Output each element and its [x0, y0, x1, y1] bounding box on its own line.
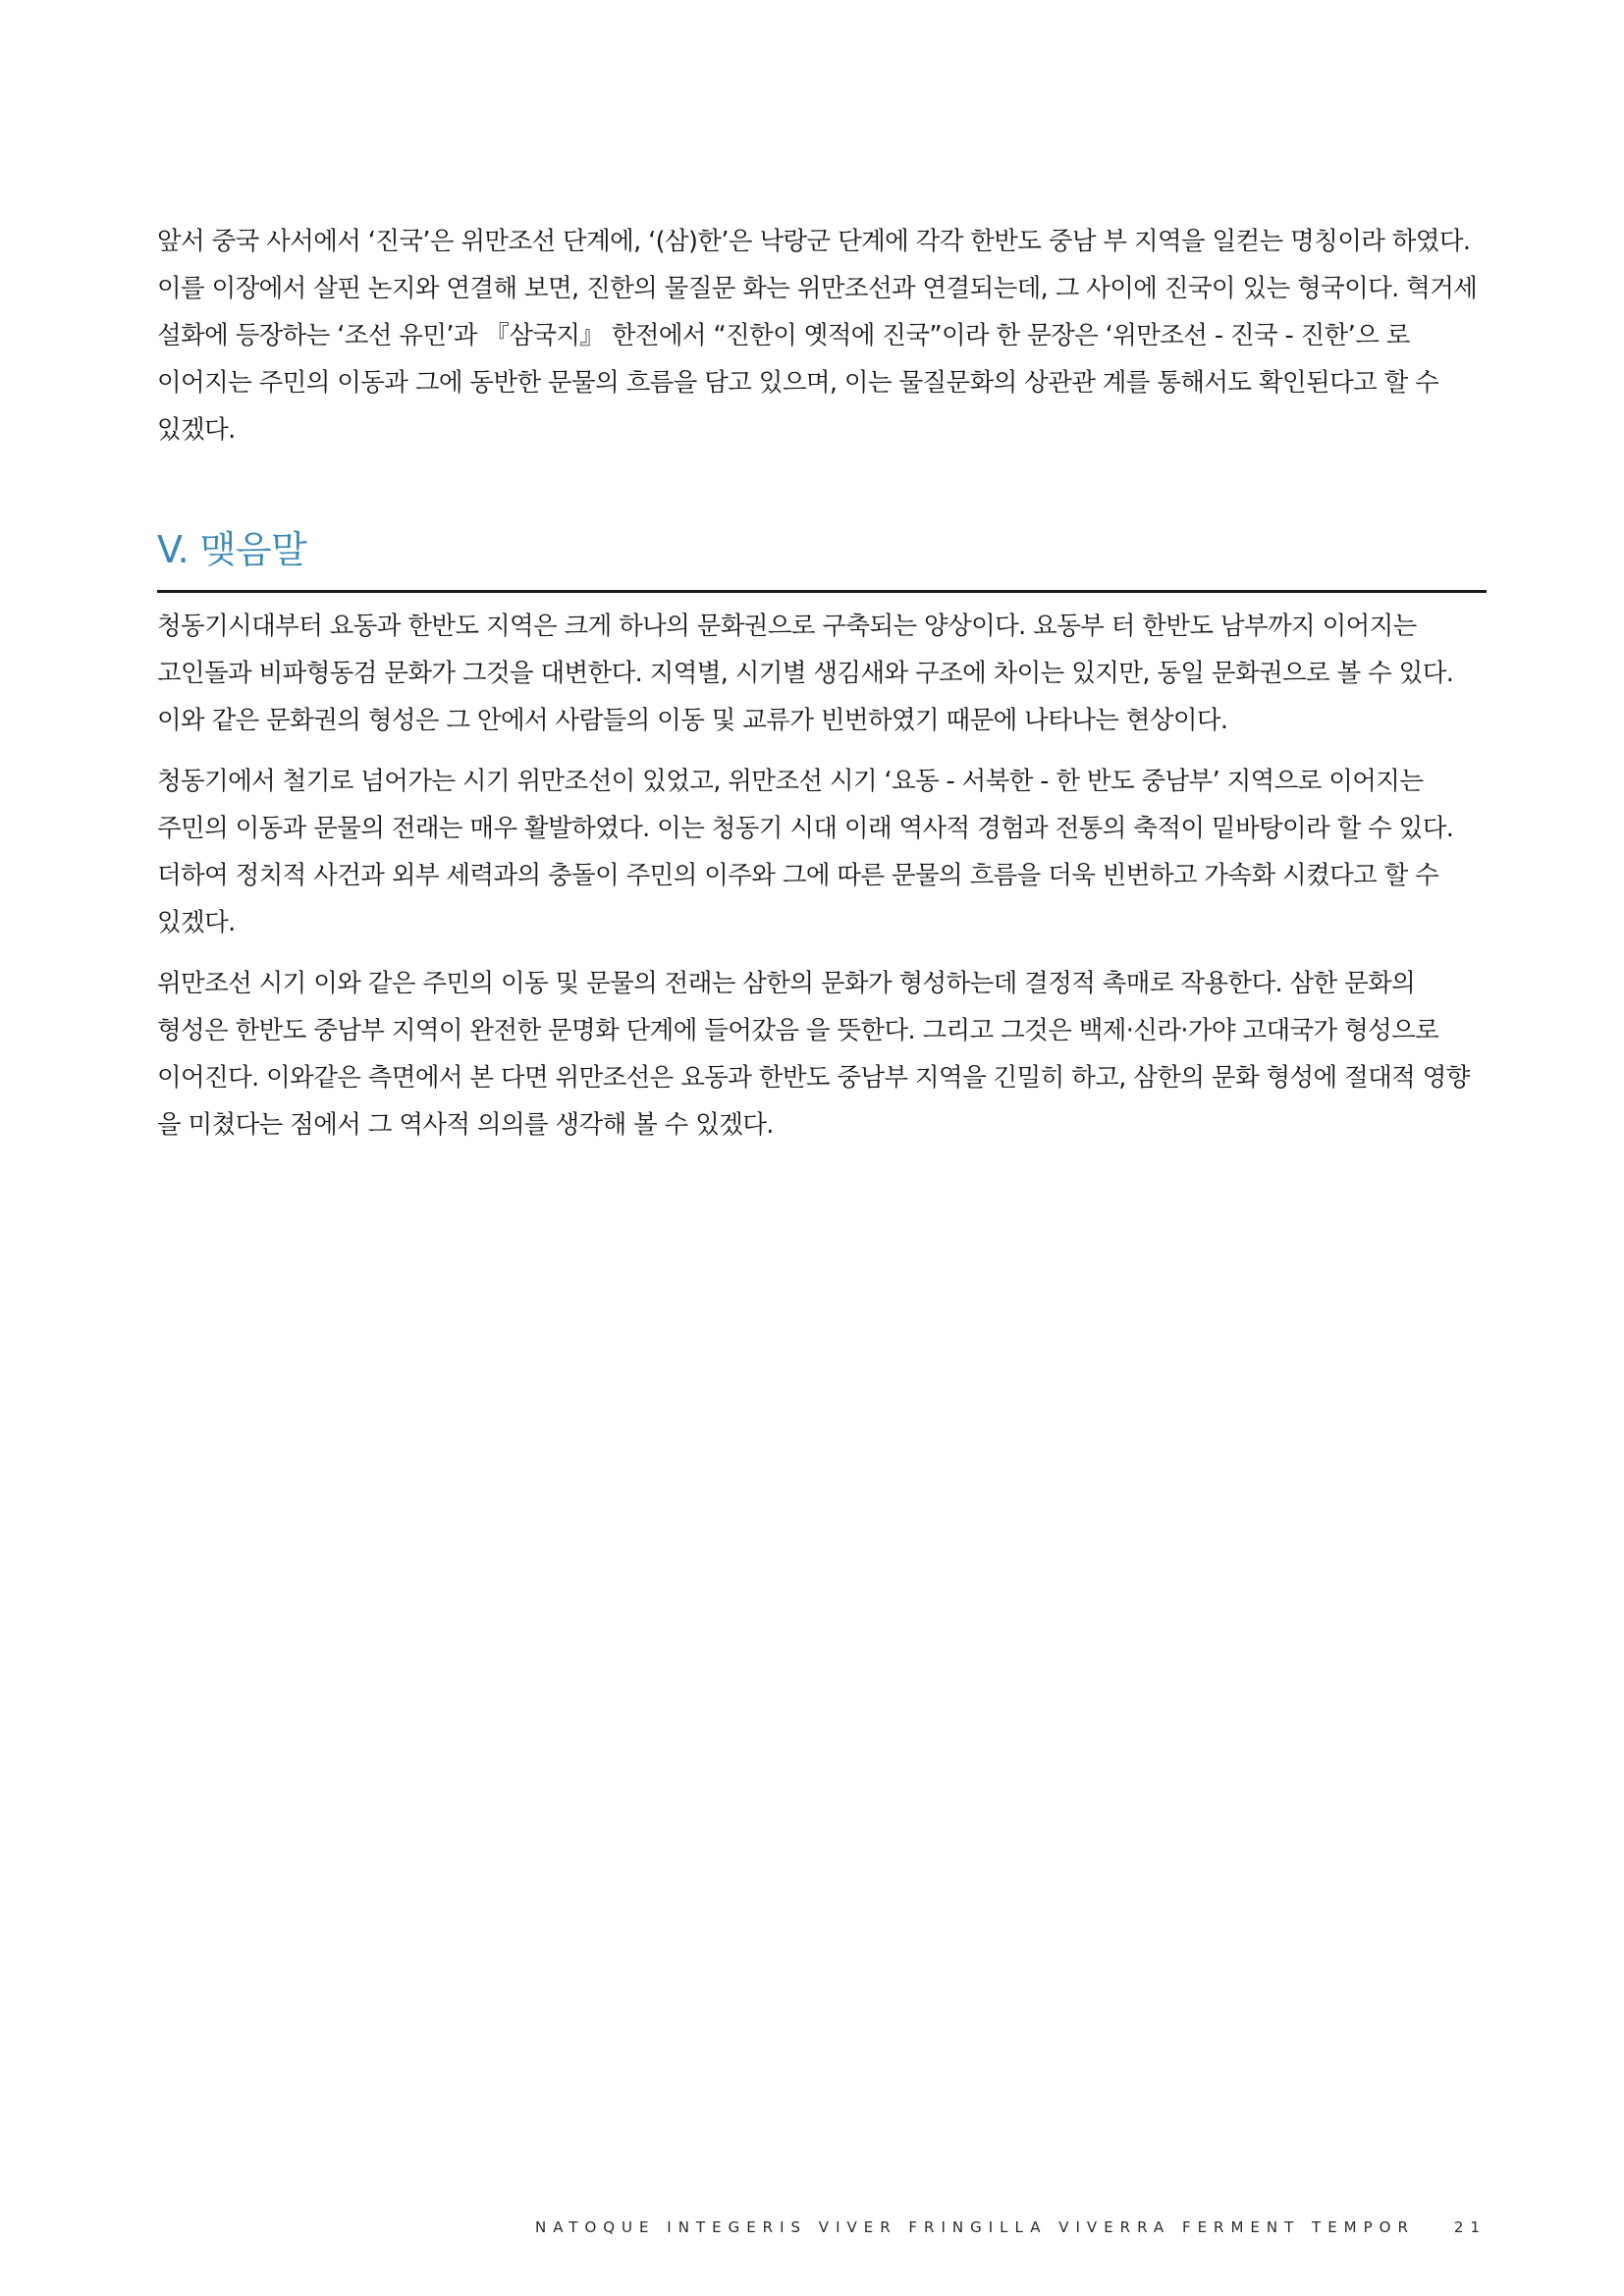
section-divider	[157, 590, 1487, 593]
page-footer	[535, 2218, 1487, 2236]
section-paragraph-3: 위만조선 시기 이와 같은 주민의 이동 및 문물의 전래는 삼한의 문화가 형성하는데 결정적 촉매로 작용한다. 삼한 문화의 형성은 한반도 중남부 지역이 완전한 문명화 단계에 들어갔음 을 뜻한다. 그리고 그것은 백제·신라·가야 고대국가 형성으로 이어진다. 이와같은 측면에서 본 다면 위만조선은 요동과 한반도 중남부 지역을 긴밀히 하고, 삼한의 문화 형성에 절대적 영향 을 미쳤다는 점에서 그 역사적 의의를 생각해 볼 수 있겠다.	[157, 969, 1470, 1140]
page-body	[157, 218, 1487, 1148]
intro-paragraph: 앞서 중국 사서에서 ‘진국’은 위만조선 단계에, ‘(삼)한’은 낙랑군 단계에 각각 한반도 중남 부 지역을 일컫는 명칭이라 하였다. 이를 이장에서 살핀 논지와 연결해 보면, 진한의 물질문 화는 위만조선과 연결되는데, 그 사이에 진국이 있는 형국이다. 혁거세 설화에 등장하는 ‘조선 유민’과 『삼국지』 한전에서 “진한이 옛적에 진국”이라 한 문장은 ‘위만조선 - 진국 - 진한’으 로 이어지는 주민의 이동과 그에 동반한 문물의 흐름을 담고 있으며, 이는 물질문화의 상관관 계를 통해서도 확인된다고 할 수 있겠다.	[157, 227, 1478, 445]
section-heading: V. 맺음말	[157, 528, 307, 571]
running-title: NATOQUE INTEGERIS VIVER FRINGILLA VIVERRA FERMENT TEMPOR	[534, 2218, 1415, 2236]
section-paragraph-2: 청동기에서 철기로 넘어가는 시기 위만조선이 있었고, 위만조선 시기 ‘요동 - 서북한 - 한 반도 중남부’ 지역으로 이어지는 주민의 이동과 문물의 전래는 매우 활발하였다. 이는 청동기 시대 이래 역사적 경험과 전통의 축적이 밑바탕이라 할 수 있다. 더하여 정치적 사건과 외부 세력과의 충돌이 주민의 이주와 그에 따른 문물의 흐름을 더욱 빈번하고 가속화 시켰다고 할 수 있겠다.	[157, 767, 1454, 937]
page-number: 21	[1453, 2218, 1487, 2236]
section-paragraph-1: 청동기시대부터 요동과 한반도 지역은 크게 하나의 문화권으로 구축되는 양상이다. 요동부 터 한반도 남부까지 이어지는 고인돌과 비파형동검 문화가 그것을 대변한다. 지역별, 시기별 생김새와 구조에 차이는 있지만, 동일 문화권으로 볼 수 있다. 이와 같은 문화권의 형성은 그 안에서 사람들의 이동 및 교류가 빈번하였기 때문에 나타나는 현상이다.	[157, 612, 1454, 735]
